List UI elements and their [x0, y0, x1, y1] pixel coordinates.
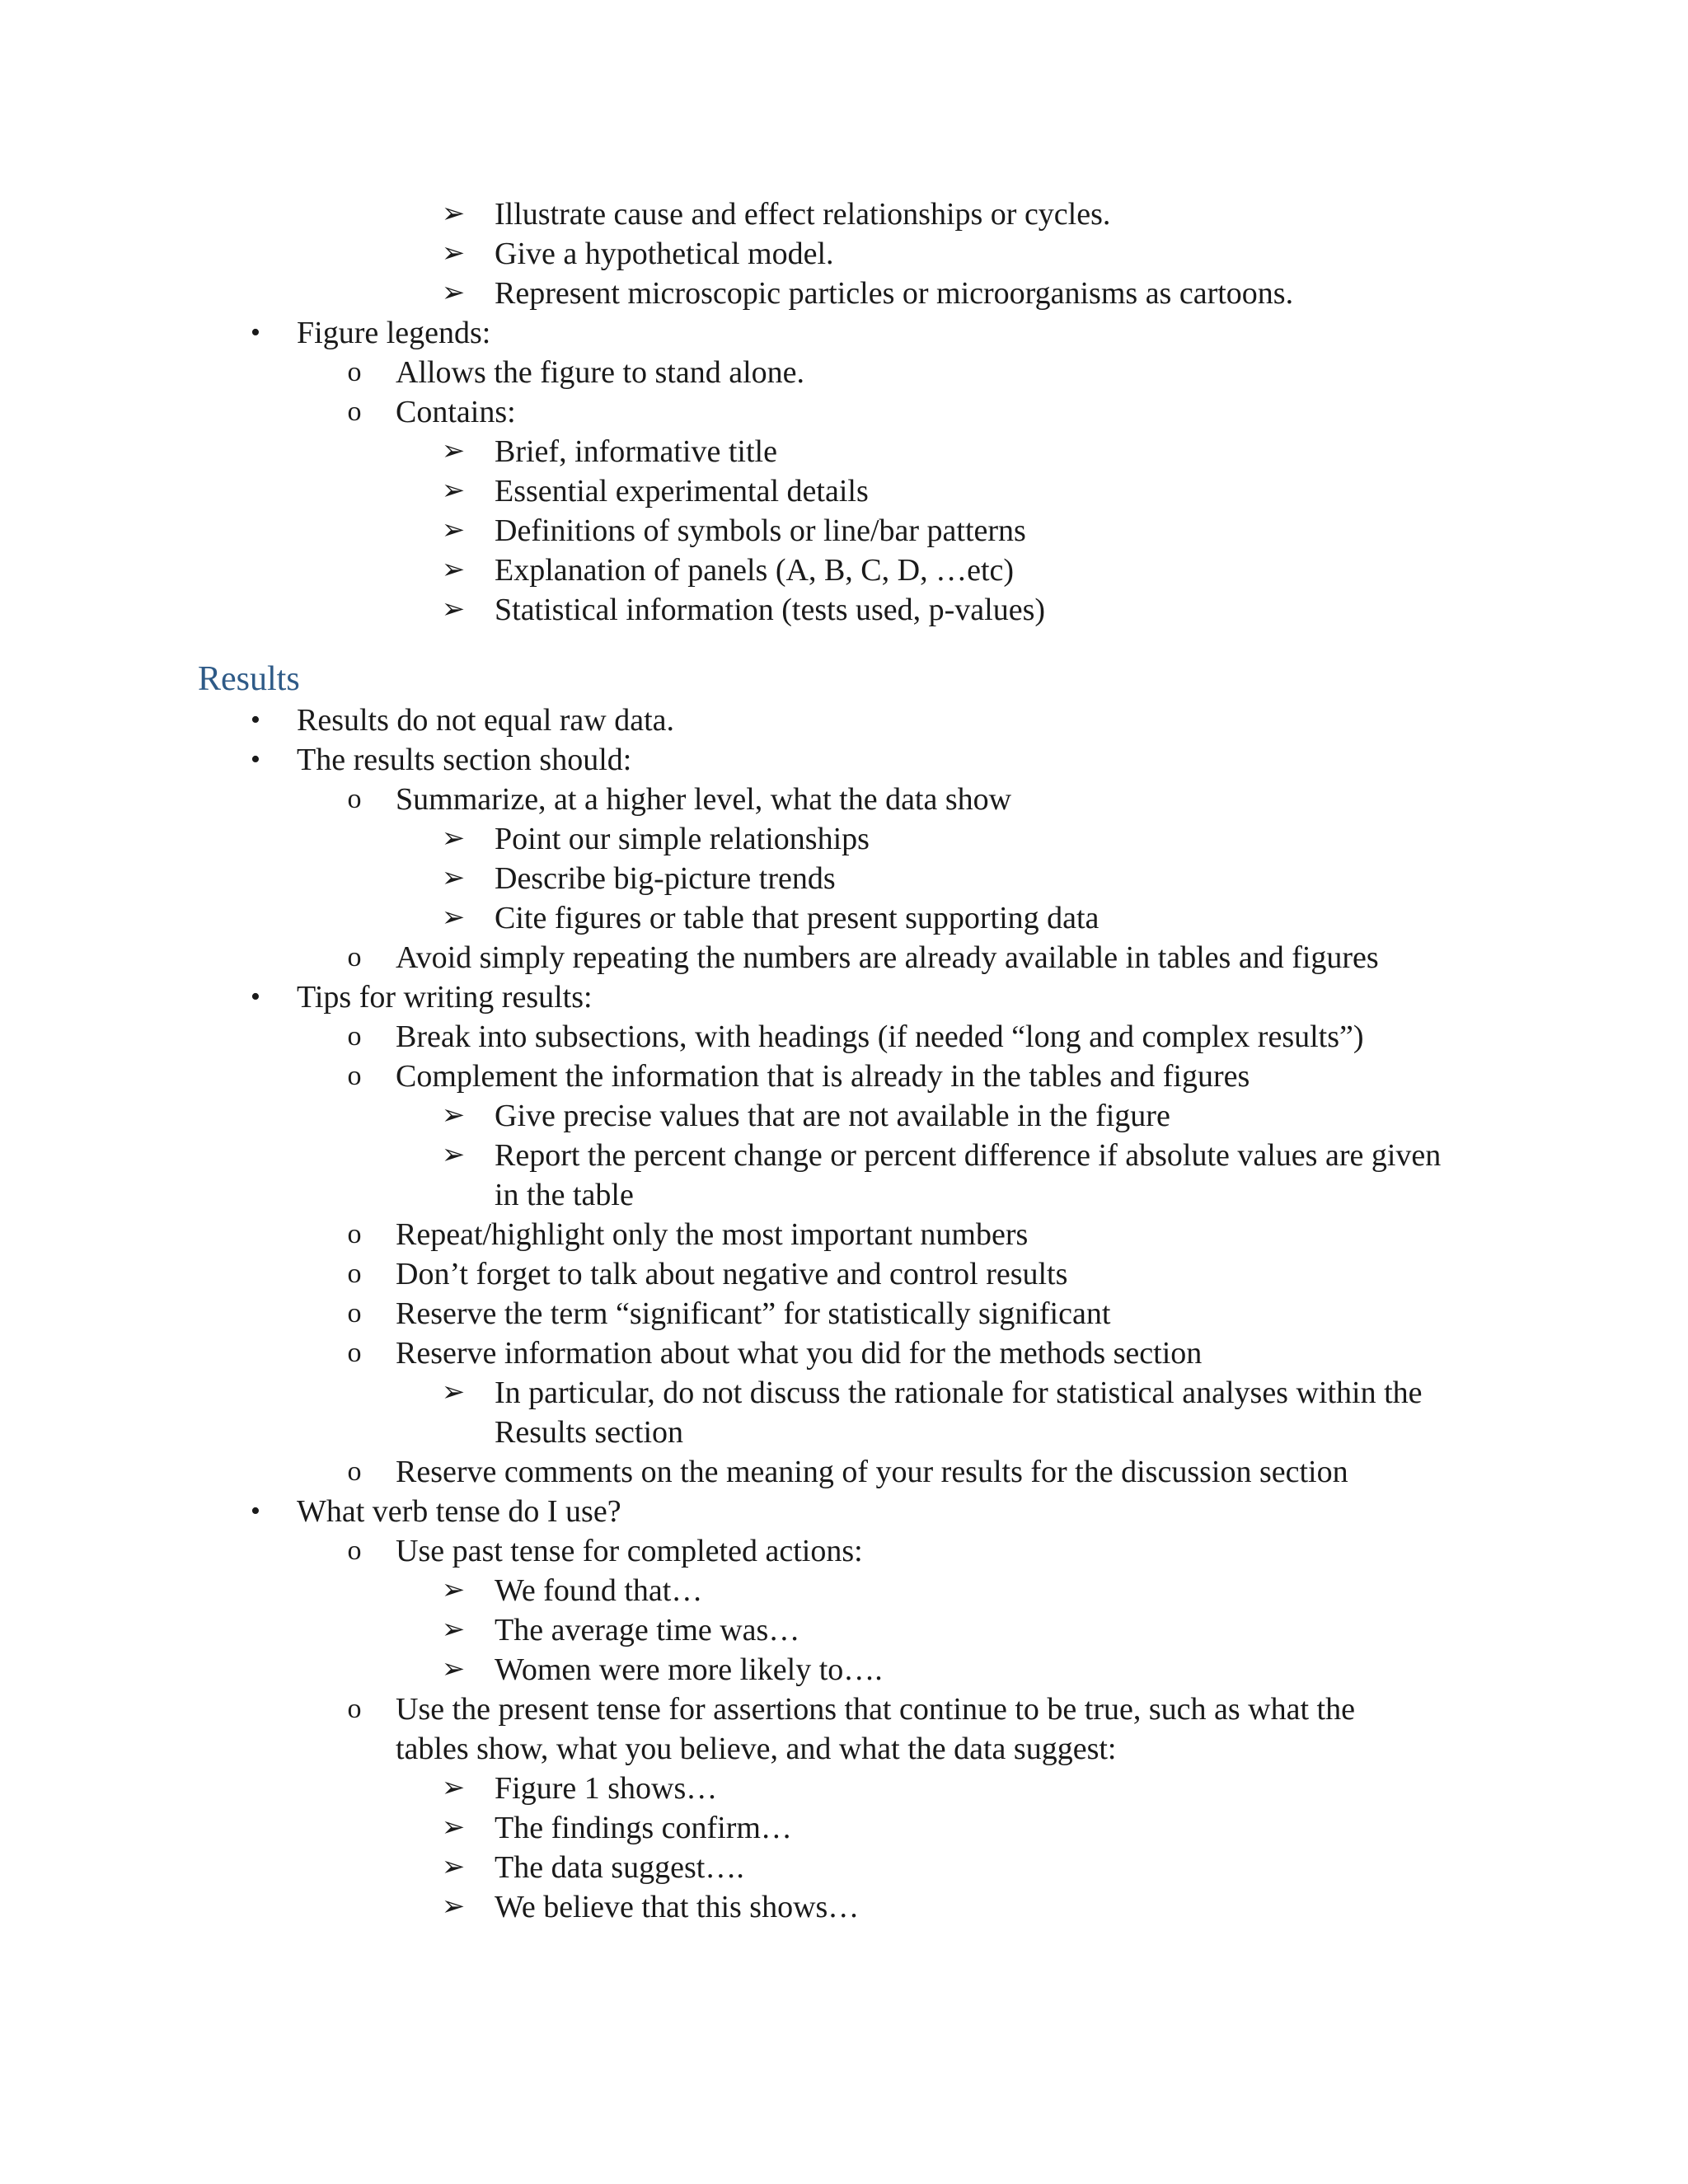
arrow-bullet-icon: ➢	[441, 436, 466, 466]
circle-bullet-icon: o	[347, 1338, 362, 1368]
arrow-bullet-icon: ➢	[441, 1100, 466, 1131]
circle-bullet-icon: o	[347, 1061, 362, 1091]
arrow-bullet-icon: ➢	[441, 1140, 466, 1170]
arrow-bullet-icon: ➢	[441, 1852, 466, 1882]
arrow-bullet-icon: ➢	[441, 823, 466, 854]
circle-bullet-icon: o	[347, 1219, 362, 1249]
arrow-bullet-icon: ➢	[441, 1377, 466, 1408]
arrow-bullet-icon: ➢	[441, 1615, 466, 1645]
circle-bullet-icon: o	[347, 1694, 362, 1724]
section-heading: Results	[198, 660, 300, 698]
arrow-bullet-icon: ➢	[441, 1773, 466, 1803]
document-page: ➢ Illustrate cause and effect relationships or cycles. ➢ Give a hypothetical model. ➢ Represent microscopic particles or microorganisms as cartoons. • Figure legends: o Allows the figure to stand alone. o Contains: ➢ Brief, informative title ➢ Essential experimental details ➢ Definitions of symbols or line/bar patterns ➢ Explanation of panels (A, B, C, D, …etc) ➢ Statistical information (tests used, p-values) Results • Results do not equal raw data. • The results section should: o Summarize, at a higher level, what the data show ➢ Point our simple relationships ➢ Describe big-picture trends ➢ Cite figures or table that present supporting data o Avoid simply repeating the numbers are already available in tables and figures • Tips for writing results: o Break into subsections, with headings (if needed “long and complex results”) o Complement the information that is already in the tables and figures ➢ Give precise values that are not available in the figure ➢ Report the percent change or percent difference if absolute values are given in the table o Repeat/highlight only the most important numbers o Don’t forget to talk about negative and control results o Reserve the term “significant” for statistically significant o Reserve information about what you did for the methods section ➢ In particular, do not discuss the rationale for statistical analyses within the Results section o Reserve comments on the meaning of your results for the discussion section • What verb tense do I use? o Use past tense for completed actions: ➢ We found that… ➢ The average time was… ➢ Women were more likely to…. o Use the present tense for assertions that continue to be true, such as what the tables show, what you believe, and what the data suggest: ➢ Figure 1 shows… ➢ The findings confirm… ➢ The data suggest…. ➢ We believe that this shows…	[0, 0, 1688, 2184]
arrow-bullet-icon: ➢	[441, 1575, 466, 1605]
circle-bullet-icon: o	[347, 1535, 362, 1566]
arrow-bullet-icon: ➢	[441, 1654, 466, 1685]
arrow-bullet-icon: ➢	[441, 476, 466, 506]
arrow-bullet-icon: ➢	[441, 515, 466, 546]
arrow-bullet-icon: ➢	[441, 1891, 466, 1922]
disc-bullet-icon: •	[251, 744, 260, 775]
circle-bullet-icon: o	[347, 1258, 362, 1289]
arrow-bullet-icon: ➢	[441, 1812, 466, 1843]
circle-bullet-icon: o	[347, 784, 362, 814]
circle-bullet-icon: o	[347, 942, 362, 972]
disc-bullet-icon: •	[251, 317, 260, 348]
circle-bullet-icon: o	[347, 1298, 362, 1329]
arrow-bullet-icon: ➢	[441, 863, 466, 893]
arrow-bullet-icon: ➢	[441, 555, 466, 585]
arrow-bullet-icon: ➢	[441, 594, 466, 625]
arrow-bullet-icon: ➢	[441, 238, 466, 269]
disc-bullet-icon: •	[251, 1496, 260, 1526]
disc-bullet-icon: •	[251, 982, 260, 1012]
arrow-bullet-icon: ➢	[441, 278, 466, 308]
circle-bullet-icon: o	[347, 1021, 362, 1052]
circle-bullet-icon: o	[347, 1456, 362, 1487]
circle-bullet-icon: o	[347, 357, 362, 387]
arrow-bullet-icon: ➢	[441, 902, 466, 933]
disc-bullet-icon: •	[251, 705, 260, 735]
circle-bullet-icon: o	[347, 396, 362, 427]
arrow-bullet-icon: ➢	[441, 199, 466, 229]
